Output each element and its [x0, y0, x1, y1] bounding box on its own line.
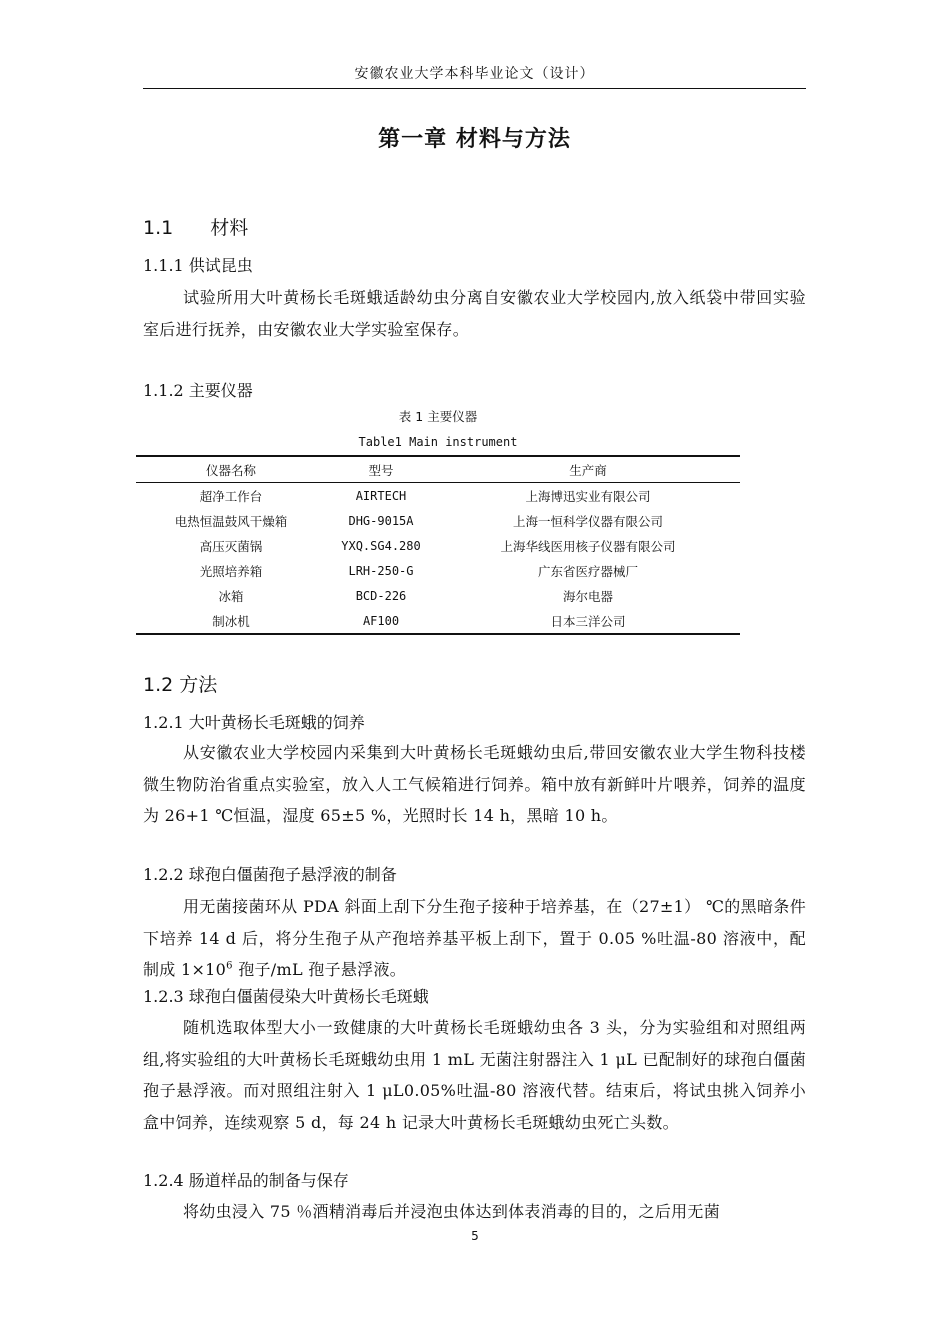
column-header: 生产商: [436, 456, 740, 483]
table-row: [136, 483, 740, 509]
table-row: [136, 608, 740, 634]
section-number: 1.1: [143, 217, 174, 239]
subsection-1-2-4-heading: 1.2.4 肠道样品的制备与保存: [143, 1171, 349, 1190]
paragraph-text: 用无菌接菌环从 PDA 斜面上刮下分生孢子接种于培养基，在（27±1） ℃的黑暗条件下培养 14 d 后，将分生孢子从产孢培养基平板上刮下，置于 0.05 %吐温-80 溶液中，配制成 1×10: [143, 897, 806, 979]
subsection-1-1-2-heading: 1.1.2 主要仪器: [143, 381, 253, 400]
subsection-1-2-3-heading: 1.2.3 球孢白僵菌侵染大叶黄杨长毛斑蛾: [143, 987, 429, 1006]
header-rule: [143, 88, 806, 89]
table-caption-cn: 表 1 主要仪器: [398, 409, 478, 424]
instrument-model: AIRTECH: [355, 488, 407, 503]
instrument-model: AF100: [326, 608, 436, 634]
chapter-title: 第一章 材料与方法: [378, 127, 571, 152]
instrument-table: [136, 455, 740, 635]
table-row: [136, 533, 740, 558]
section-1-2-heading: 1.2 方法: [143, 674, 218, 696]
paragraph-text: 孢子/mL 孢子悬浮液。: [232, 960, 407, 979]
running-header: 安徽农业大学本科毕业论文（设计）: [354, 66, 595, 82]
instrument-model: DHG-9015A: [348, 513, 414, 528]
instrument-maker: 上海华线医用核子仪器有限公司: [500, 538, 676, 554]
instrument-maker: 海尔电器: [562, 588, 613, 604]
instrument-maker: 广东省医疗器械厂: [537, 563, 638, 579]
paragraph-infection: 随机选取体型大小一致健康的大叶黄杨长毛斑蛾幼虫各 3 头，分为实验组和对照组两组,将实验组的大叶黄杨长毛斑蛾幼虫用 1 mL 无菌注射器注入 1 μL 已配制好的球孢白僵菌孢子悬浮液。而对照组注射入 1 μL0.05%吐温-80 溶液代替。结束后，将试虫挑入饲养小盒中饲养，连续观察 5 d，每 24 h 记录大叶黄杨长毛斑蛾幼虫死亡头数。: [143, 1018, 806, 1132]
instrument-model: YXQ.SG4.280: [341, 538, 421, 553]
section-1-1-heading: [143, 215, 248, 241]
column-header: 型号: [326, 456, 436, 483]
subsection-1-2-2-heading: 1.2.2 球孢白僵菌孢子悬浮液的制备: [143, 865, 397, 884]
instrument-maker: 上海一恒科学仪器有限公司: [512, 513, 663, 529]
instrument-name: 高压灭菌锅: [199, 538, 263, 554]
instrument-name: 电热恒温鼓风干燥箱: [174, 513, 288, 529]
table-row: [136, 558, 740, 583]
instrument-model: BCD-226: [355, 588, 407, 603]
table-header-row: [136, 456, 740, 483]
superscript-exponent: 6: [226, 960, 233, 972]
paragraph-rearing: 从安徽农业大学校园内采集到大叶黄杨长毛斑蛾幼虫后,带回安徽农业大学生物科技楼微生物防治省重点实验室，放入人工气候箱进行饲养。箱中放有新鲜叶片喂养，饲养的温度为 26+1 ℃恒温，湿度 65±5 %，光照时长 14 h，黑暗 10 h。: [143, 743, 806, 825]
instrument-name: 制冰机: [136, 608, 326, 634]
instrument-name: 超净工作台: [199, 488, 263, 504]
page-number: 5: [471, 1229, 479, 1243]
table-caption-en: Table1 Main instrument: [358, 435, 518, 449]
instrument-name: 光照培养箱: [199, 563, 263, 579]
instrument-model: LRH-250-G: [348, 563, 414, 578]
paragraph-insects: 试验所用大叶黄杨长毛斑蛾适龄幼虫分离自安徽农业大学校园内,放入纸袋中带回实验室后进行抚养，由安徽农业大学实验室保存。: [143, 288, 806, 339]
table-row: [136, 583, 740, 608]
subsection-1-1-1-heading: 1.1.1 供试昆虫: [143, 256, 253, 275]
paragraph-spore-suspension: [143, 891, 806, 986]
column-header: 仪器名称: [136, 456, 326, 483]
section-title: 材料: [210, 217, 249, 239]
table-row: [136, 508, 740, 533]
instrument-maker: 日本三洋公司: [436, 608, 740, 634]
subsection-1-2-1-heading: 1.2.1 大叶黄杨长毛斑蛾的饲养: [143, 713, 365, 732]
paragraph-gut-samples: 将幼虫浸入 75 ％酒精消毒后并浸泡虫体达到体表消毒的目的，之后用无菌: [183, 1202, 721, 1221]
instrument-name: 冰箱: [218, 588, 244, 604]
instrument-maker: 上海博迅实业有限公司: [525, 488, 651, 504]
